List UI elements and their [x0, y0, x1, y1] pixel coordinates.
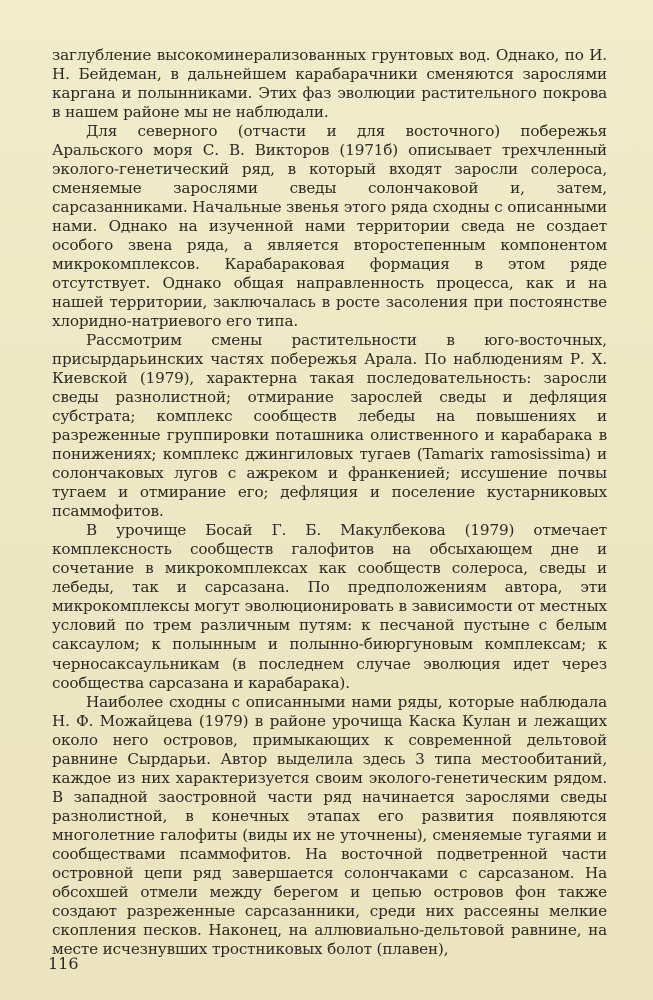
paragraph-2: Для северного (отчасти и для восточного) побережья Аральского моря С. В. Викторов (1971б) описывает трехчленный эколого-генетический ряд, в который входят заросли солероса, сменяемые зарослями сведы солончаковой и, затем, сарсазанниками. Начальные звенья этого ряда сходны с описанными нами. Однако на изученной нами территории сведа не создает особого звена ряда, а является второстепенным компонентом микрокомплексов. Карабараковая формация в этом ряде отсутствует. Однако общая направленность процесса, как и на нашей территории, заключалась в росте засоления при постоянстве хлоридно-натриевого его типа.	[52, 122, 607, 331]
page-number: 116	[48, 954, 79, 973]
paragraph-4: В урочище Босай Г. Б. Макулбекова (1979) отмечает комплексность сообществ галофитов на обсыхающем дне и сочетание в микрокомплексах как сообществ солероса, сведы и лебеды, так и сарсазана. По предположениям автора, эти микрокомплексы могут эволюционировать в зависимости от местных условий по трем различным путям: к песчаной пустыне с белым саксаулом; к полынным и полынно-биюргуновым комплексам; к черносаксаульникам (в последнем случае эволюция идет через сообщества сарсазана и карабарака).	[52, 521, 607, 692]
paragraph-3: Рассмотрим смены растительности в юго-восточных, присырдарьинских частях побережья Арала. По наблюдениям Р. Х. Киевской (1979), характерна такая последовательность: заросли сведы разнолистной; отмирание зарослей сведы и дефляция субстрата; комплекс сообществ лебеды на повышениях и разреженные группировки поташника олиственного и карабарака в понижениях; комплекс джингиловых тугаев (Tamarix ramosissima) и солончаковых лугов с ажреком и франкенией; иссушение почвы тугаем и отмирание его; дефляция и поселение кустарниковых псаммофитов.	[52, 331, 607, 521]
body-text	[52, 46, 607, 959]
paragraph-1: заглубление высокоминерализованных грунтовых вод. Однако, по И. Н. Бейдеман, в дальнейшем карабарачники сменяются зарослями каргана и полынниками. Этих фаз эволюции растительного покрова в нашем районе мы не наблюдали.	[52, 46, 607, 122]
paragraph-5: Наиболее сходны с описанными нами ряды, которые наблюдала Н. Ф. Можайцева (1979) в районе урочища Каска Кулан и лежащих около него островов, примыкающих к современной дельтовой равнине Сырдарьи. Автор выделила здесь 3 типа местообитаний, каждое из них характеризуется своим эколого-генетическим рядом. В западной заостровной части ряд начинается зарослями сведы разнолистной, в конечных этапах его развития появляются многолетние галофиты (виды их не уточнены), сменяемые тугаями и сообществами псаммофитов. На восточной подветренной части островной цепи ряд завершается солончаками с сарсазаном. На обсохшей отмели между берегом и цепью островов фон также создают разреженные сарсазанники, среди них рассеяны мелкие скопления песков. Наконец, на аллювиально-дельтовой равнине, на месте исчезнувших тростниковых болот (плавен),	[52, 692, 607, 958]
